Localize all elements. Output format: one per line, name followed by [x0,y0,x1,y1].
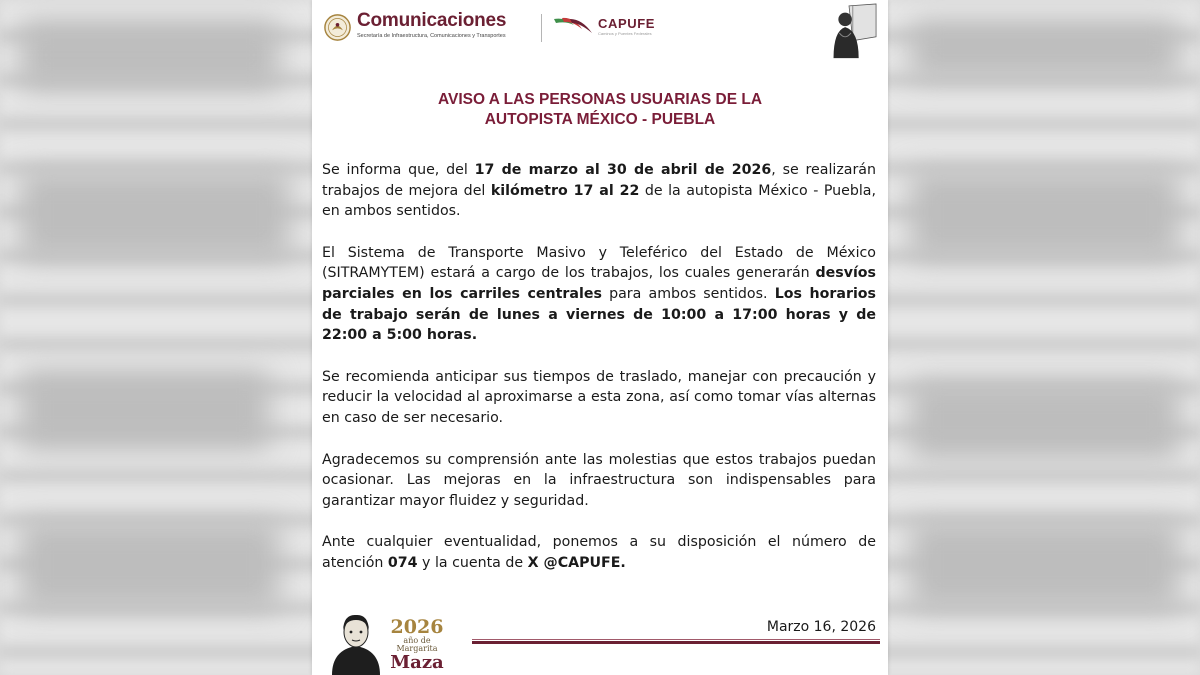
text-run: para ambos sentidos. [601,285,775,302]
notice-title-line-1: AVISO A LAS PERSONAS USUARIAS DE LA [437,91,763,108]
blurred-background-shape [20,370,270,450]
bold-kilometers: kilómetro 17 al 22 [490,182,640,199]
notice-title [352,90,848,130]
year-number: 2026 [390,616,444,638]
blurred-background-shape [20,520,280,610]
notice-title-line-2: AUTOPISTA MÉXICO - PUEBLA [484,111,716,128]
margarita-maza-portrait-icon [326,610,386,675]
bold-dates: 17 de marzo al 30 de abril de 2026 [474,162,772,178]
blurred-background-shape [910,170,1180,260]
text-run: Se informa que, del [322,162,475,178]
footer-rule-thin [472,639,880,640]
year-subtitle-2: Margarita [396,644,438,653]
partner-block [598,16,655,37]
paragraph-contact [322,532,876,573]
paragraph-recommendation: Se recomienda anticipar sus tiempos de traslado, manejar con precaución y reducir la velocidad al aproximarse a esta zona, así como tomar vías alternas en caso de ser necesario. [322,368,876,426]
national-seal-icon [324,14,351,41]
bold-detours: desvíos parciales en los carriles centrales [322,265,876,302]
document-header [312,0,888,62]
bold-phone-number: 074 [387,554,418,571]
year-subtitle-1: año de [403,636,431,645]
paragraph-dates [322,160,876,222]
bold-social-account: X @CAPUFE. [527,554,626,571]
footer-rule-thick [472,641,880,644]
issue-date: Marzo 16, 2026 [766,619,876,635]
blurred-background-shape [20,20,280,90]
header-divider [541,14,542,42]
partner-subtitle: Caminos y Puentes Federales [598,31,652,36]
blurred-background-shape [20,170,290,260]
bold-hours: Los horarios de trabajo serán de lunes a viernes de 10:00 a 17:00 horas y de 22:00 a 5:00 horas. [322,285,877,344]
notice-document [312,0,888,675]
blurred-background-shape [910,520,1180,610]
paragraph-thanks: Agradecemos su comprensión ante las molestias que estos trabajos puedan ocasionar. Las mejoras en la infraestructura son indispensables para garantizar mayor fluidez y seguridad. [322,451,876,509]
paragraph-schedule [322,243,876,346]
brand-block [357,10,506,40]
blurred-background-shape [910,20,1180,80]
brand-name: Comunicaciones [357,10,507,31]
year-name: Maza [390,652,444,673]
text-run: de la autopista México - Puebla, en ambos sentidos. [322,182,877,220]
year-emblem [389,617,445,673]
heroine-flag-emblem-icon [820,2,878,60]
partner-name: CAPUFE [598,16,656,31]
blurred-background-shape [910,380,1180,460]
capufe-logo-icon [552,15,596,37]
text-run: Ante cualquier eventualidad, ponemos a su disposición el número de atención [322,534,876,571]
brand-subtitle: Secretaría de Infraestructura, Comunicaciones y Transportes [357,33,506,39]
text-run: , se realizarán trabajos de mejora del [322,162,876,199]
text-run: y la cuenta de [417,554,528,571]
text-run: El Sistema de Transporte Masivo y Teleférico del Estado de México (SITRAMYTEM) estará a cargo de los trabajos, los cuales generarán [322,244,876,282]
notice-body [322,160,876,595]
